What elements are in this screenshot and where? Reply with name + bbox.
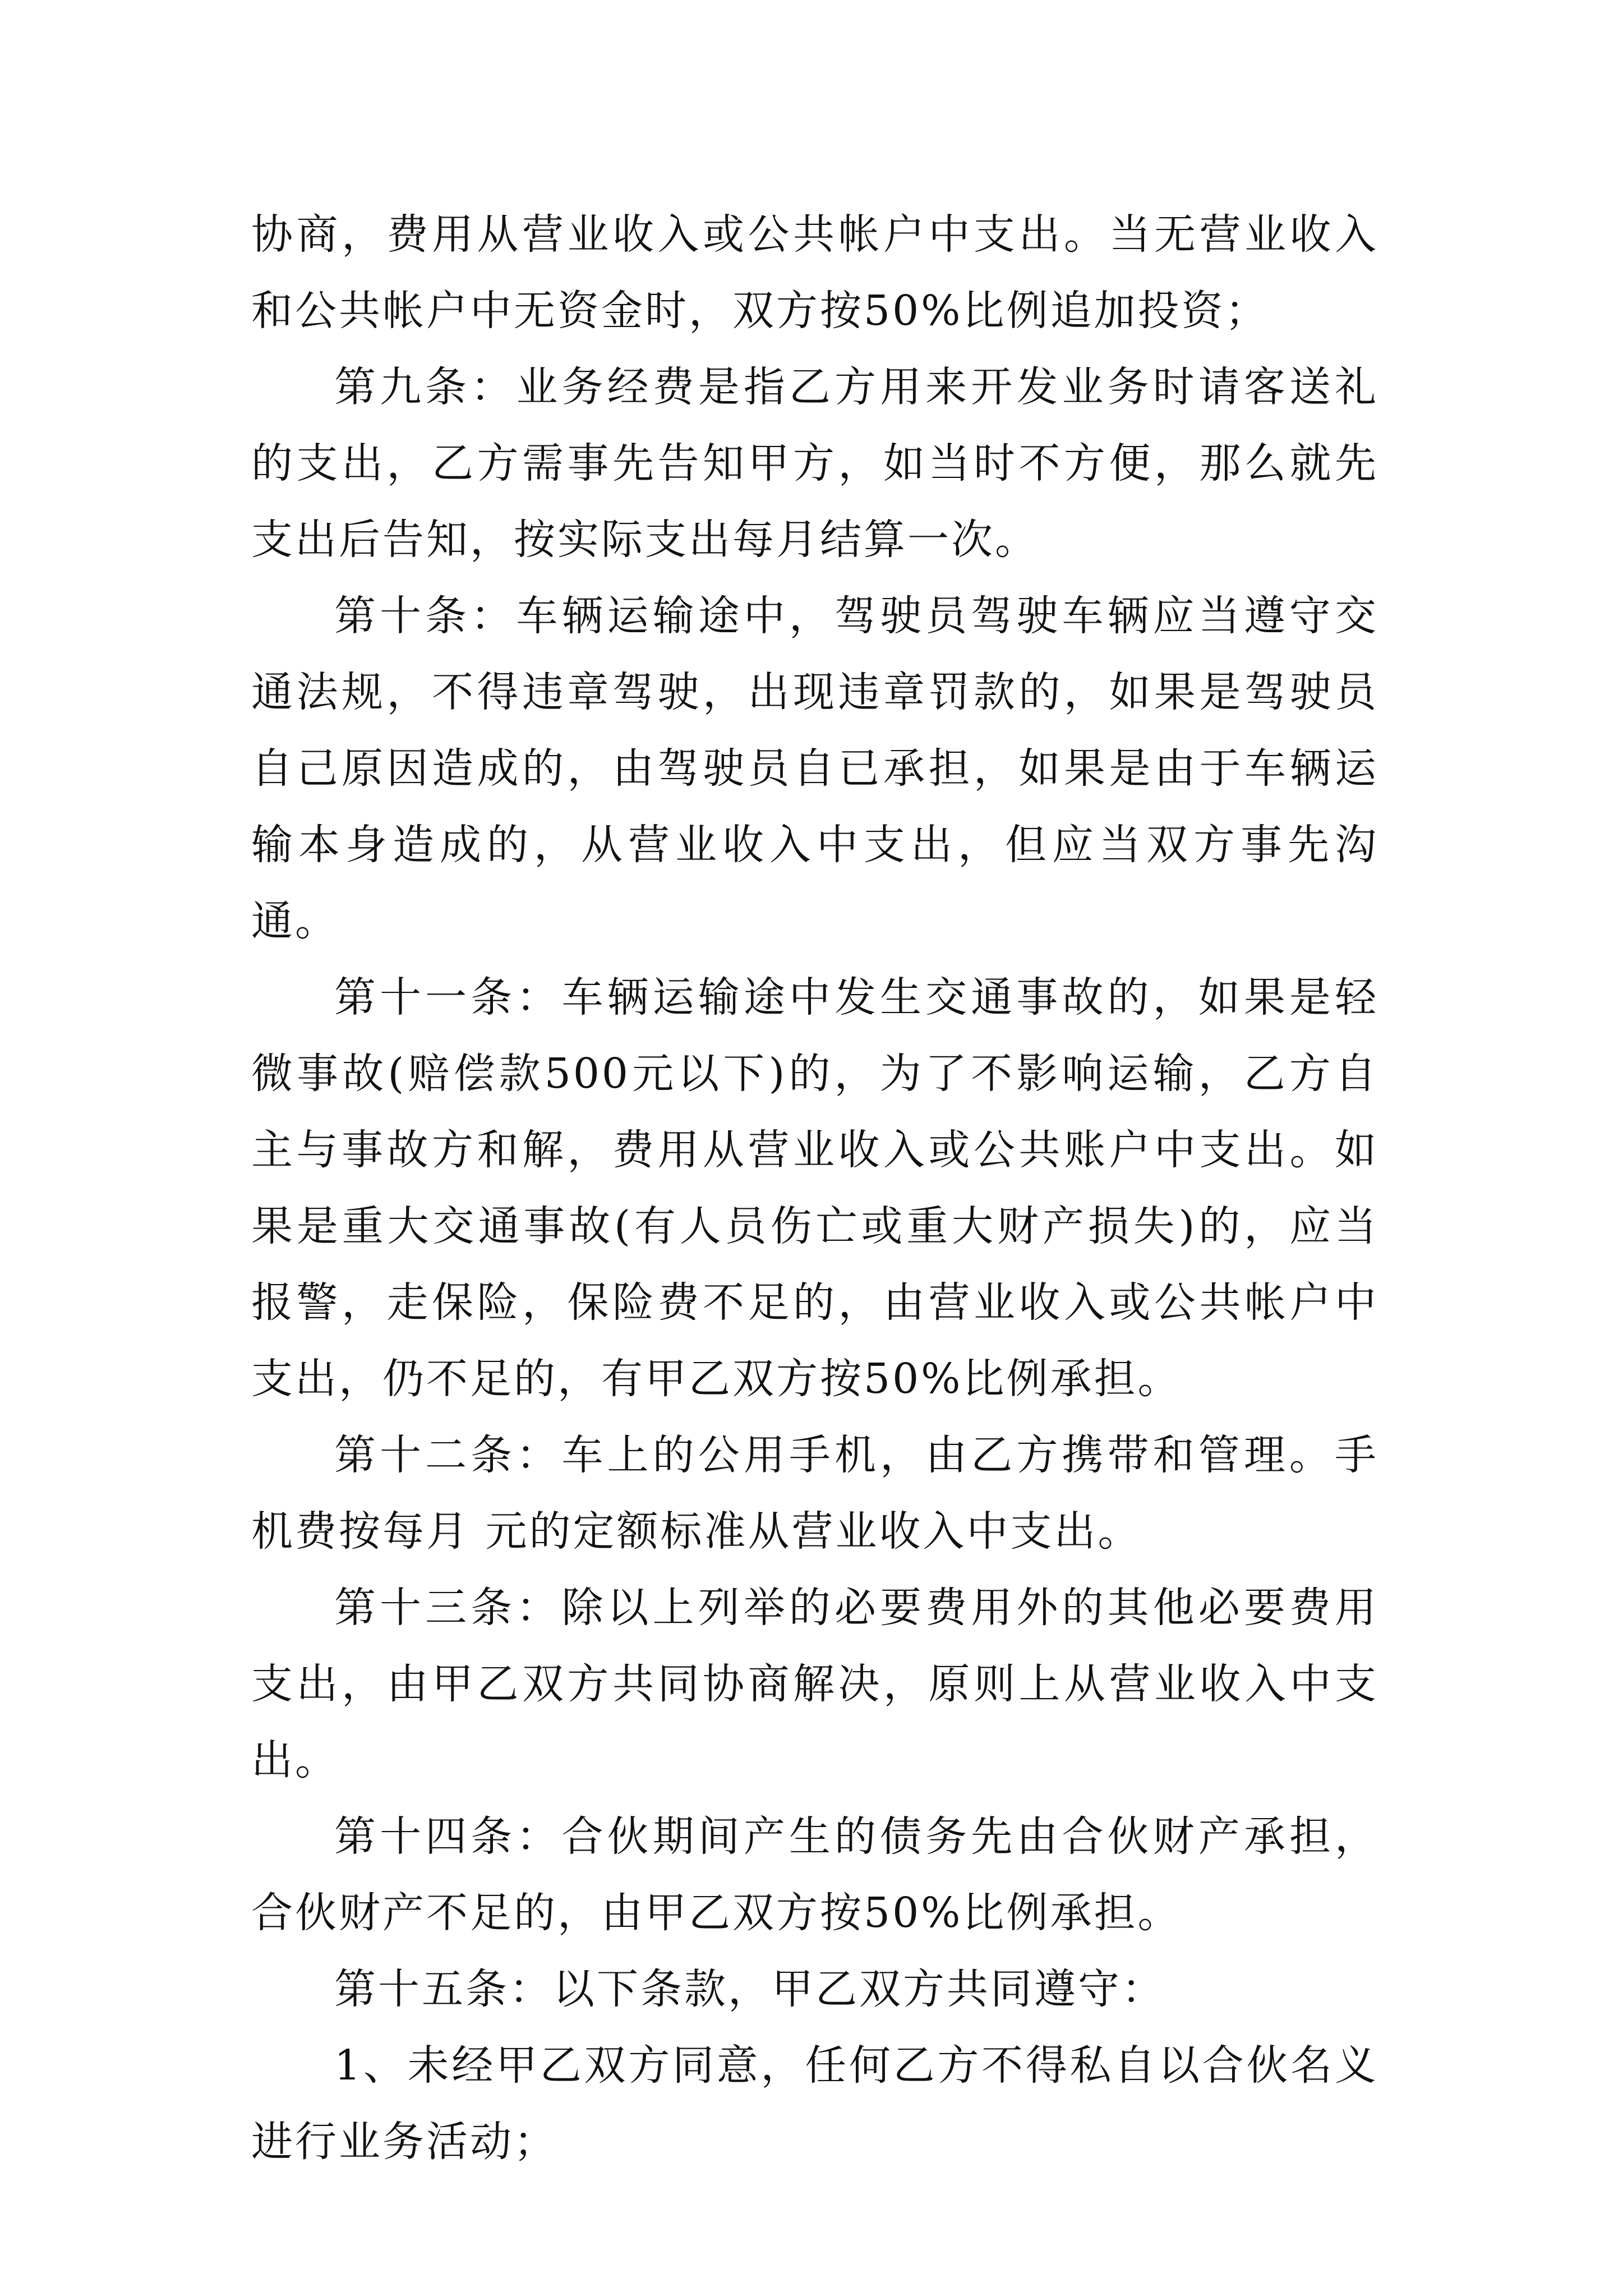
paragraph-article-12: 第十二条：车上的公用手机，由乙方携带和管理。手机费按每月 元的定额标准从营业收入中支出。 <box>251 1431 1378 1556</box>
paragraph-article-15: 第十五条：以下条款，甲乙双方共同遵守： <box>334 1965 1165 2013</box>
paragraph-article-10: 第十条：车辆运输途中，驾驶员驾驶车辆应当遵守交通法规，不得违章驾驶，出现违章罚款的，如果是驾驶员自己原因造成的，由驾驶员自已承担，如果是由于车辆运输本身造成的，从营业收入中支出，但应当双方事先沟通。 <box>251 592 1378 945</box>
paragraph-item-1: 1、未经甲乙双方同意，任何乙方不得私自以合伙名义进行业务活动； <box>251 2041 1378 2166</box>
paragraph-continuation: 协商，费用从营业收入或公共帐户中支出。当无营业收入和公共帐户中无资金时，双方按50%比例追加投资； <box>251 210 1378 335</box>
paragraph-article-9: 第九条：业务经费是指乙方用来开发业务时请客送礼的支出，乙方需事先告知甲方，如当时不方便，那么就先支出后告知，按实际支出每月结算一次。 <box>251 363 1378 564</box>
paragraph-article-11: 第十一条：车辆运输途中发生交通事故的，如果是轻微事故(赔偿款500元以下)的，为了不影响运输，乙方自主与事故方和解，费用从营业收入或公共账户中支出。如果是重大交通事故(有人员伤亡或重大财产损失)的，应当报警，走保险，保险费不足的，由营业收入或公共帐户中支出，仍不足的，有甲乙双方按50%比例承担。 <box>251 973 1378 1403</box>
paragraph-article-14: 第十四条：合伙期间产生的债务先由合伙财产承担，合伙财产不足的，由甲乙双方按50%比例承担。 <box>251 1812 1378 1937</box>
paragraph-article-13: 第十三条：除以上列举的必要费用外的其他必要费用支出，由甲乙双方共同协商解决，原则上从营业收入中支出。 <box>251 1584 1378 1784</box>
document-body <box>251 196 1378 2180</box>
